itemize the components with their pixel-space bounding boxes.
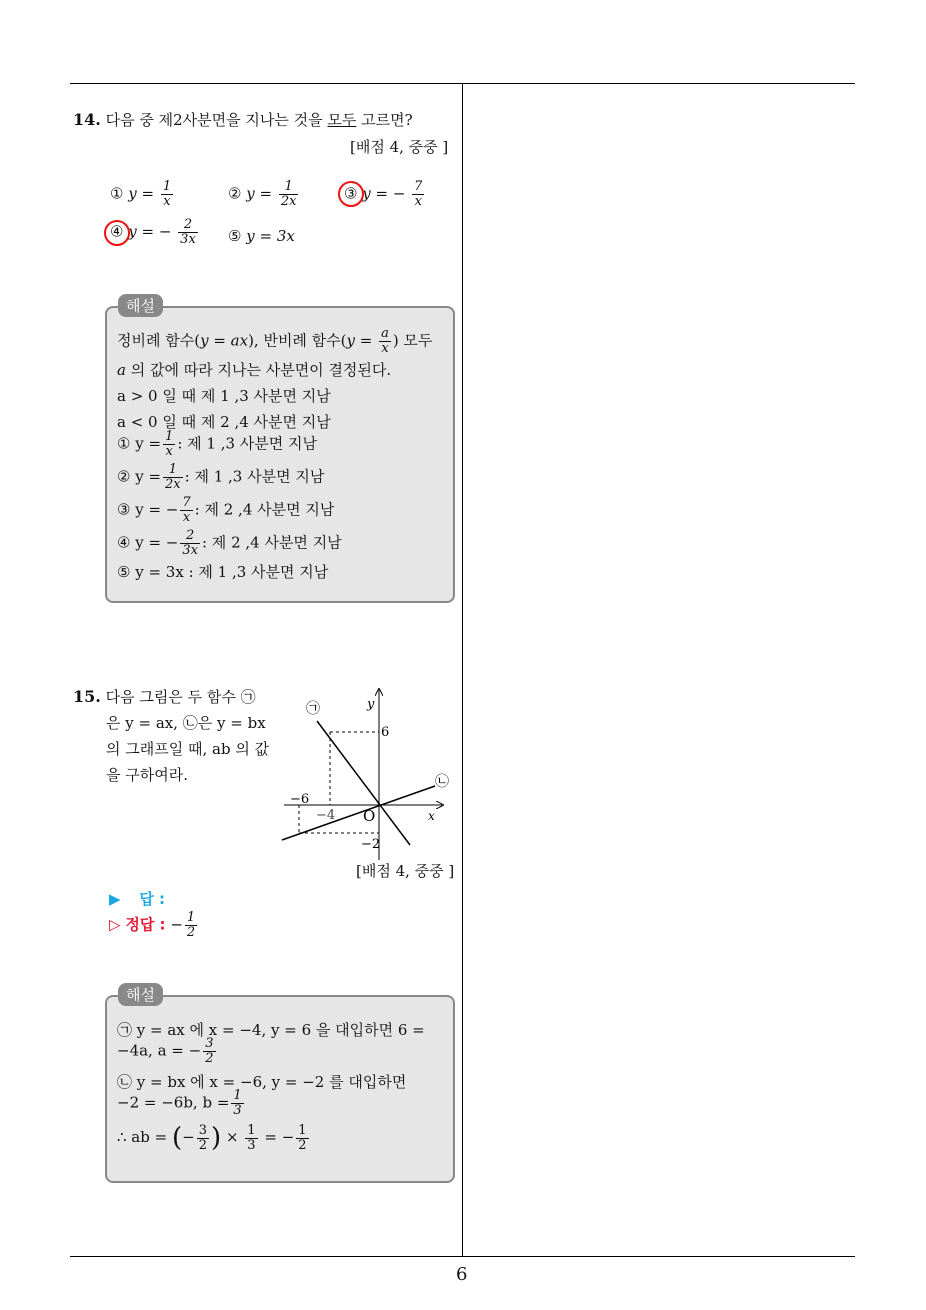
- label-b: ㉡: [435, 774, 449, 790]
- choice-fraction: $\frac{2}{3x}$: [180, 217, 196, 247]
- q15-number: 15.: [73, 687, 101, 706]
- q14-explanation-tag: 해설: [118, 294, 163, 317]
- choice-lhs: y =: [128, 184, 155, 203]
- page-number: 6: [456, 1264, 468, 1285]
- q15-exp-line3: ㉡ y = bx 에 x = −6, y = −2 를 대입하면: [117, 1073, 407, 1091]
- q14-choice-5[interactable]: [228, 227, 295, 245]
- choice-mark: ⑤: [228, 227, 242, 245]
- q14-choice-2[interactable]: [228, 180, 300, 209]
- line-a: [317, 721, 410, 845]
- label-x: x: [428, 809, 435, 823]
- choice-lhs: y =: [246, 184, 273, 203]
- label-a: ㉠: [306, 701, 320, 717]
- q15-graph: [270, 680, 460, 860]
- q15-exp-line4: −2 = −6b, b = $\frac{1}{3}$: [117, 1088, 242, 1118]
- choice-mark: ①: [110, 184, 124, 203]
- q14-exp-line1: 정비례 함수(y = ax), 반비례 함수(y = $\frac{a}{x}$ ) 모두: [117, 326, 433, 356]
- q14-exp-line6: ② y = $\frac{1}{2x}$ : 제 1 ,3 사분면 지남: [117, 462, 325, 492]
- choice-fraction: $\frac{1}{x}$: [162, 179, 172, 209]
- choice-lhs: y = 3x: [246, 227, 295, 245]
- q15-question-l4: 을 구하여라.: [106, 766, 188, 784]
- q15-score: [배점 4, 중중 ]: [356, 862, 455, 880]
- choice-mark: ③: [344, 184, 358, 203]
- q14-choice-1[interactable]: [110, 180, 175, 209]
- answer-label: 답 :: [139, 890, 166, 908]
- bottom-rule: [70, 1256, 855, 1257]
- q15-question-l3: 의 그래프일 때, ab 의 값: [106, 740, 270, 758]
- q15-explanation-tag: 해설: [118, 983, 163, 1006]
- label-m4: −4: [316, 808, 336, 823]
- correct-label: 정답 :: [125, 915, 166, 934]
- label-o: O: [363, 807, 376, 825]
- q14-exp-line5: ① y = $\frac{1}{x}$ : 제 1 ,3 사분면 지남: [117, 429, 318, 459]
- q14-exp-line9: ⑤ y = 3x : 제 1 ,3 사분면 지남: [117, 563, 329, 581]
- q15-question-l1: 15. 다음 그림은 두 함수 ㉠: [73, 687, 256, 706]
- q14-exp-line4: a < 0 일 때 제 2 ,4 사분면 지남: [117, 413, 331, 431]
- choice-lhs: y = −: [128, 222, 172, 241]
- q14-number: 14.: [73, 110, 101, 129]
- q15-exp-line5: ∴ ab = (− $\frac{3}{2}$ ) × $\frac{1}{3}$ = − $\frac{1}{2}$: [117, 1122, 307, 1153]
- q14-exp-line7: ③ y = − $\frac{7}{x}$ : 제 2 ,4 사분면 지남: [117, 495, 335, 525]
- choice-mark: ②: [228, 184, 242, 203]
- answer-arrow-icon: ▶: [109, 890, 121, 908]
- q14-text-before: 다음 중 제2사분면을 지나는 것을: [105, 111, 323, 129]
- q15-exp-line2: −4a, a = − $\frac{3}{2}$: [117, 1036, 214, 1066]
- correct-arrow-icon: ▷: [109, 915, 121, 934]
- label-m6: −6: [290, 792, 310, 807]
- choice-mark: ④: [110, 222, 124, 241]
- q14-exp-line3: a > 0 일 때 제 1 ,3 사분면 지남: [117, 387, 331, 405]
- q15-answer-line[interactable]: [109, 888, 165, 909]
- choice-fraction: $\frac{7}{x}$: [414, 179, 423, 209]
- choice-4-red-circle: [104, 220, 130, 246]
- q14-text-underline: 모두: [327, 111, 357, 129]
- q15-correct-line: ▷ 정답 : − $\frac{1}{2}$: [109, 910, 196, 940]
- choice-fraction: $\frac{1}{2x}$: [280, 179, 297, 209]
- q14-exp-line8: ④ y = − $\frac{2}{3x}$ : 제 2 ,4 사분면 지남: [117, 528, 342, 558]
- label-6: 6: [381, 725, 390, 740]
- choice-3-red-circle: [338, 181, 364, 207]
- q14-exp-line2: a 의 값에 따라 지나는 사분면이 결정된다.: [117, 361, 392, 379]
- label-y: y: [367, 697, 375, 712]
- label-m2: −2: [361, 837, 381, 852]
- q15-exp-line1: ㉠ y = ax 에 x = −4, y = 6 을 대입하면 6 =: [117, 1021, 425, 1039]
- q15-question-l2: 은 y = ax, ㉡은 y = bx: [106, 714, 266, 732]
- column-divider: [462, 83, 463, 1256]
- q14-text-after: 고르면?: [361, 111, 413, 129]
- choice-lhs: y = −: [362, 184, 406, 203]
- q14-question: [73, 109, 413, 130]
- q14-score: [배점 4, 중중 ]: [350, 138, 449, 156]
